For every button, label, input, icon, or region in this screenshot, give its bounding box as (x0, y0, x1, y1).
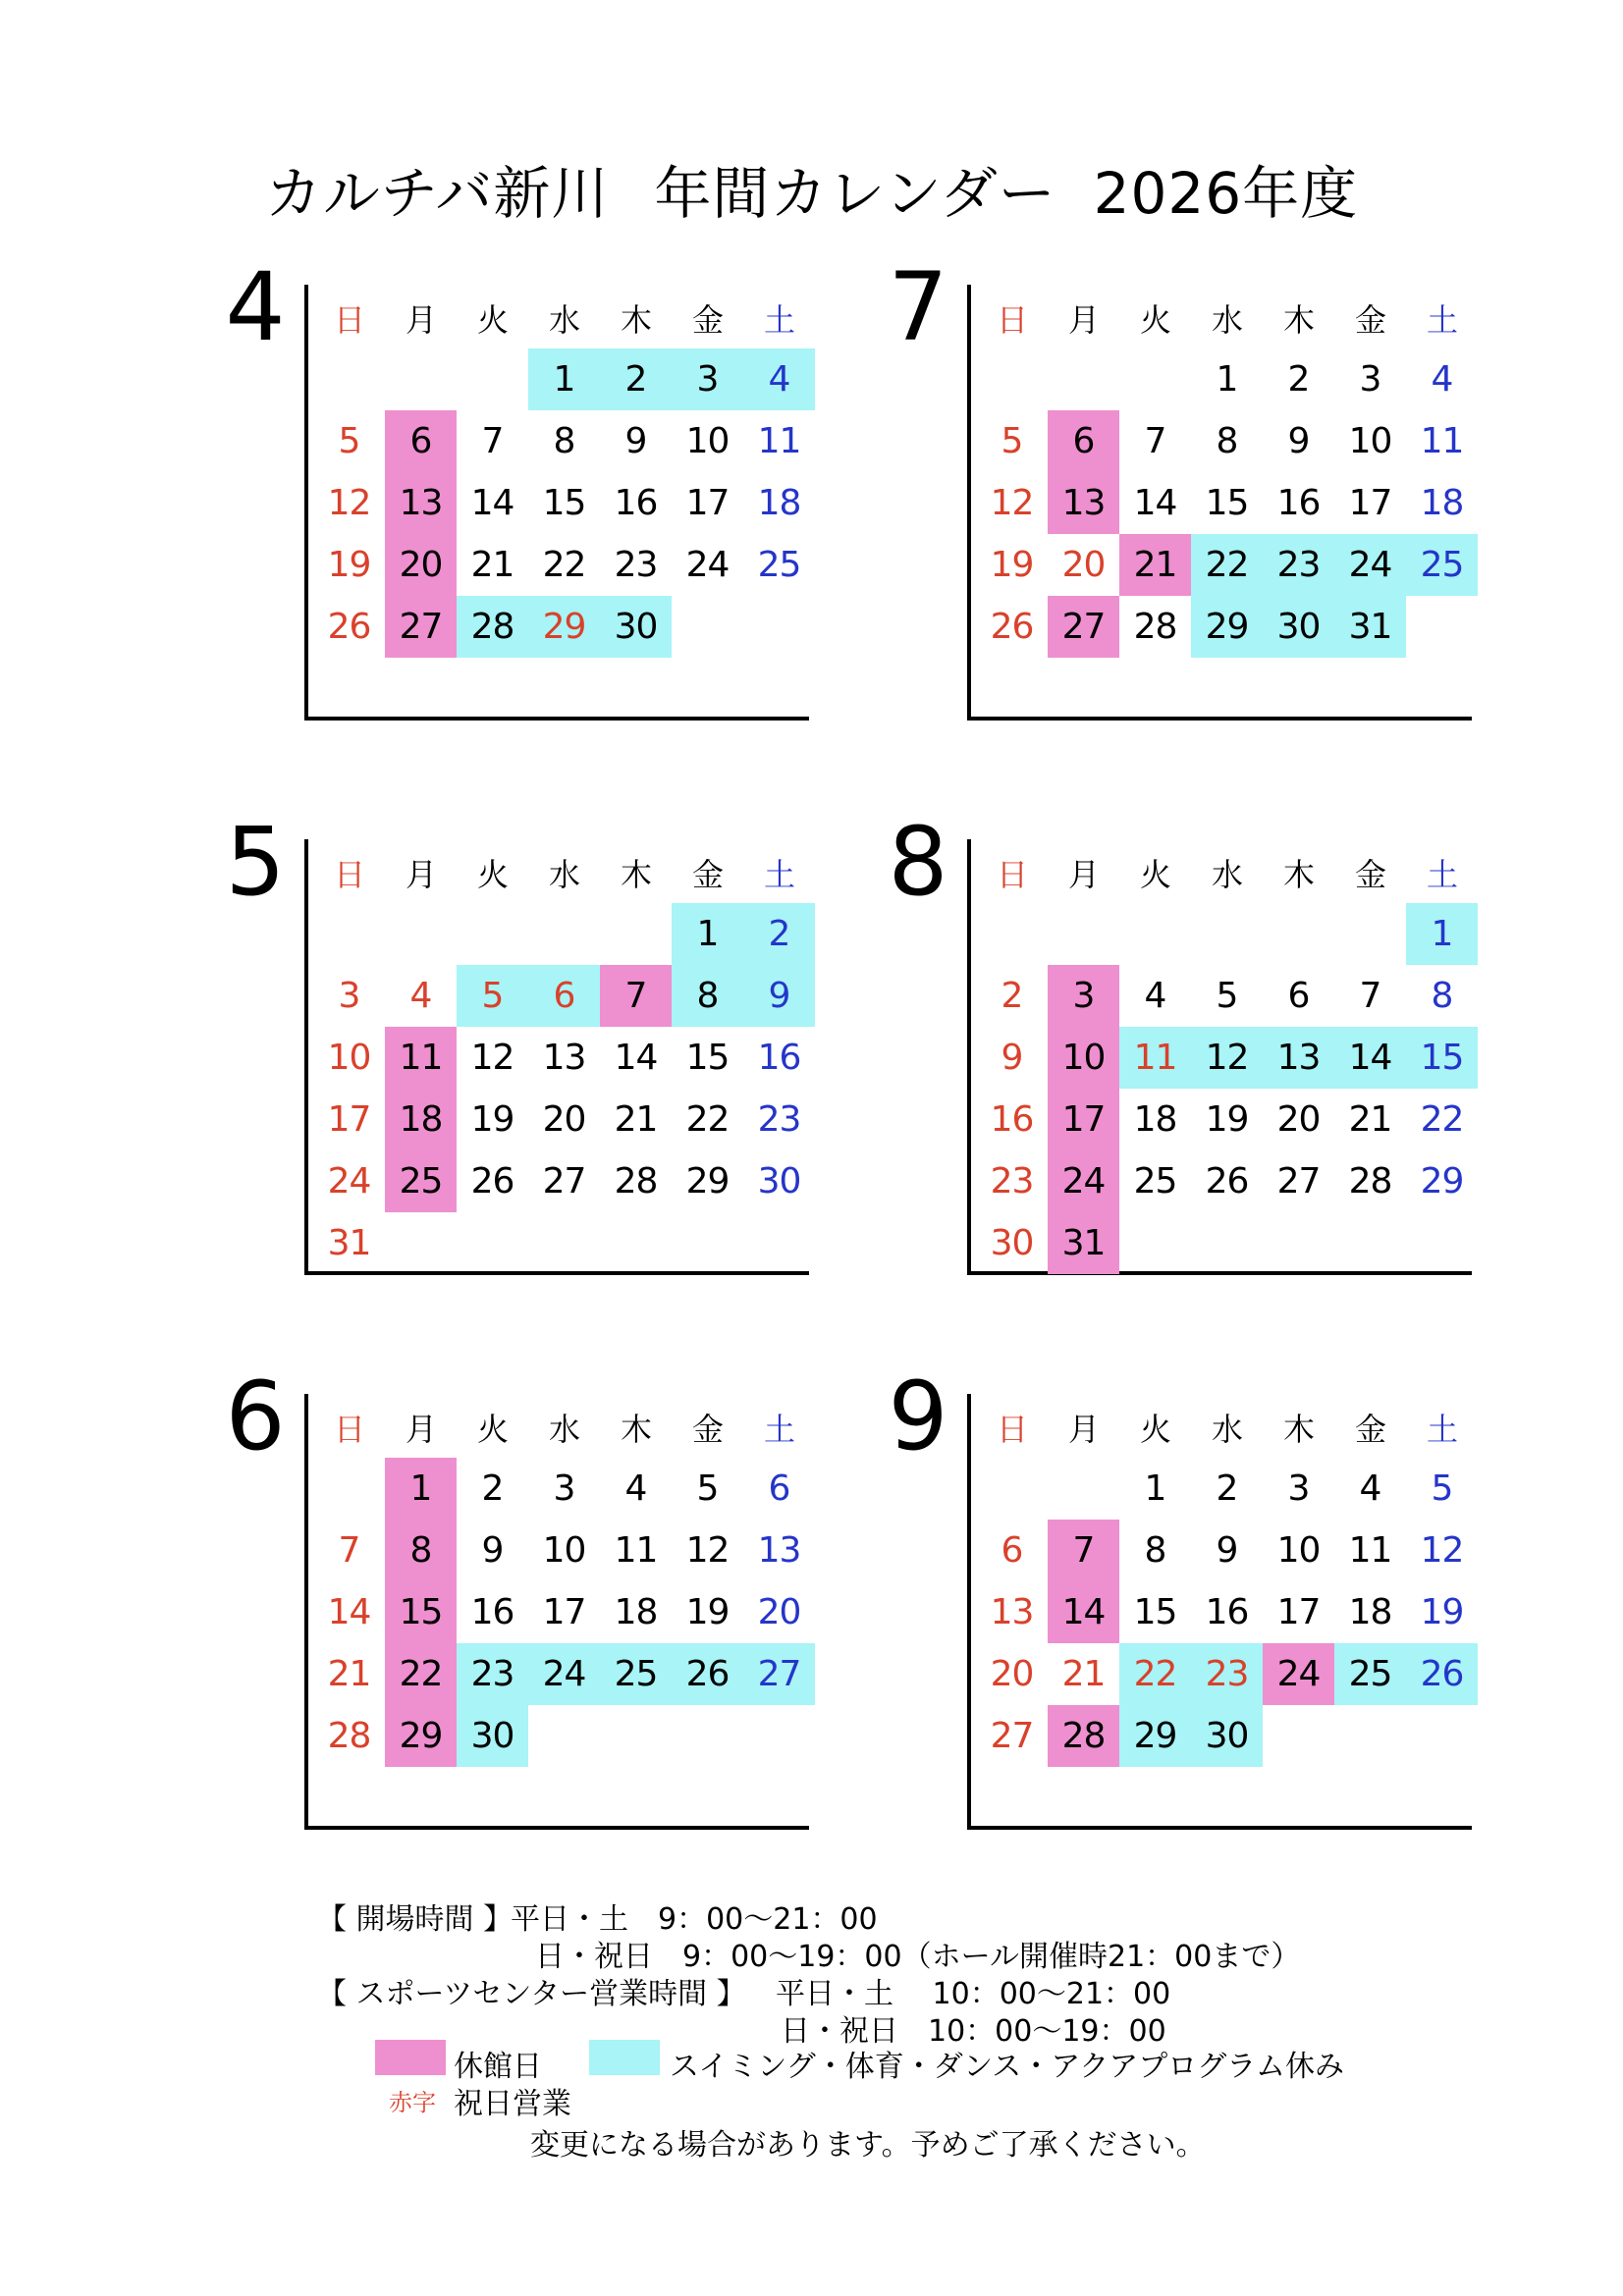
day-cell: 7 (1144, 421, 1166, 461)
day-cell: 25 (1334, 1643, 1406, 1705)
day-cell: 30 (457, 1705, 528, 1767)
holiday-open-legend: 祝日営業 (454, 2087, 571, 2121)
day-cell: 17 (1276, 1592, 1321, 1632)
day-cell: 31 (327, 1223, 371, 1263)
day-cell: 26 (672, 1643, 743, 1705)
red-text-marker: 赤字 (389, 2089, 436, 2116)
day-cell: 20 (1276, 1099, 1321, 1140)
day-cell: 18 (614, 1592, 658, 1632)
weekday-header: 水 (548, 855, 579, 893)
empty-cell (1191, 903, 1263, 965)
day-cell: 17 (1348, 483, 1392, 523)
program-off-legend: スイミング・体育・ダンス・アクアプログラム休み (670, 2050, 1344, 2084)
month-number: 4 (225, 252, 286, 362)
day-cell: 11 (757, 421, 801, 461)
opening-hours-holiday: 日・祝日 9：00～19：00（ホール開催時21：00まで） (535, 1940, 1301, 1974)
day-cell: 11 (1119, 1027, 1191, 1089)
empty-cell (313, 1458, 385, 1520)
day-cell: 3 (338, 976, 360, 1016)
day-cell: 3 (1359, 359, 1381, 400)
day-cell: 24 (1263, 1643, 1334, 1705)
day-cell: 24 (327, 1161, 371, 1201)
day-cell: 3 (1048, 965, 1119, 1027)
month-number: 8 (888, 807, 948, 917)
day-cell: 18 (385, 1089, 457, 1150)
day-cell: 9 (1216, 1530, 1238, 1571)
day-cell: 4 (1431, 359, 1453, 400)
empty-cell (976, 903, 1048, 965)
day-cell: 8 (672, 965, 743, 1027)
empty-cell (313, 348, 385, 410)
day-cell: 24 (528, 1643, 600, 1705)
day-cell: 28 (1048, 1705, 1119, 1767)
day-cell: 8 (553, 421, 575, 461)
day-cell: 12 (327, 483, 371, 523)
day-cell: 19 (685, 1592, 730, 1632)
month-calendar (225, 252, 854, 726)
day-cell: 21 (1119, 534, 1191, 596)
empty-cell (976, 348, 1048, 410)
empty-cell (600, 903, 672, 965)
day-cell: 27 (743, 1643, 815, 1705)
day-cell: 16 (757, 1038, 801, 1078)
day-cell: 7 (1048, 1520, 1119, 1581)
day-cell: 30 (1263, 596, 1334, 658)
day-cell: 6 (1001, 1530, 1023, 1571)
day-cell: 2 (481, 1468, 504, 1509)
day-cell: 23 (1191, 1643, 1263, 1705)
day-cell: 20 (385, 534, 457, 596)
day-cell: 23 (457, 1643, 528, 1705)
day-cell: 23 (1263, 534, 1334, 596)
day-cell: 31 (1334, 596, 1406, 658)
day-cell: 21 (327, 1654, 371, 1694)
day-cell: 20 (757, 1592, 801, 1632)
day-cell: 5 (1216, 976, 1238, 1016)
day-cell: 15 (1406, 1027, 1478, 1089)
month-calendar (888, 807, 1517, 1281)
day-cell: 7 (481, 421, 504, 461)
day-cell: 28 (1348, 1161, 1392, 1201)
day-cell: 28 (614, 1161, 658, 1201)
month-calendar (225, 1362, 854, 1836)
day-cell: 26 (1205, 1161, 1249, 1201)
month-grid (976, 841, 1478, 1274)
day-cell: 4 (624, 1468, 647, 1509)
month-calendar (888, 1362, 1517, 1836)
day-cell: 28 (1133, 607, 1177, 647)
day-cell: 29 (528, 596, 600, 658)
day-cell: 1 (385, 1458, 457, 1520)
day-cell: 10 (327, 1038, 371, 1078)
day-cell: 6 (385, 410, 457, 472)
weekday-header: 土 (763, 300, 794, 339)
day-cell: 14 (327, 1592, 371, 1632)
weekday-header: 火 (476, 855, 508, 893)
weekday-header: 火 (476, 1410, 508, 1448)
day-cell: 19 (1420, 1592, 1464, 1632)
day-cell: 11 (1348, 1530, 1392, 1571)
opening-hours-label: 【 開場時間 】 (317, 1902, 514, 1937)
day-cell: 24 (1048, 1150, 1119, 1212)
day-cell: 17 (1048, 1089, 1119, 1150)
day-cell: 6 (1287, 976, 1310, 1016)
day-cell: 29 (385, 1705, 457, 1767)
day-cell: 12 (1191, 1027, 1263, 1089)
day-cell: 8 (385, 1520, 457, 1581)
day-cell: 9 (624, 421, 647, 461)
day-cell: 21 (1348, 1099, 1392, 1140)
weekday-header: 日 (333, 1410, 364, 1448)
day-cell: 2 (1287, 359, 1310, 400)
weekday-header: 日 (333, 300, 364, 339)
day-cell: 5 (696, 1468, 719, 1509)
weekday-header: 日 (996, 855, 1027, 893)
weekday-header: 日 (333, 855, 364, 893)
day-cell: 5 (338, 421, 360, 461)
weekday-header: 金 (1354, 855, 1385, 893)
day-cell: 22 (1119, 1643, 1191, 1705)
weekday-header: 月 (405, 855, 436, 893)
notice-text: 変更になる場合があります。予めご了承ください。 (530, 2128, 1206, 2163)
day-cell: 15 (1133, 1592, 1177, 1632)
day-cell: 17 (327, 1099, 371, 1140)
weekday-header: 日 (996, 1410, 1027, 1448)
day-cell: 10 (1276, 1530, 1321, 1571)
month-number: 6 (225, 1362, 286, 1471)
day-cell: 20 (990, 1654, 1034, 1694)
day-cell: 12 (990, 483, 1034, 523)
day-cell: 7 (600, 965, 672, 1027)
day-cell: 3 (672, 348, 743, 410)
closed-day-legend: 休館日 (454, 2050, 542, 2084)
weekday-header: 月 (405, 1410, 436, 1448)
title-calendar: 年間カレンダー (654, 160, 1056, 227)
day-cell: 21 (1061, 1654, 1106, 1694)
day-cell: 15 (542, 483, 586, 523)
day-cell: 15 (1205, 483, 1249, 523)
day-cell: 18 (1133, 1099, 1177, 1140)
day-cell: 1 (1216, 359, 1238, 400)
day-cell: 7 (1359, 976, 1381, 1016)
day-cell: 20 (542, 1099, 586, 1140)
day-cell: 13 (1263, 1027, 1334, 1089)
month-number: 7 (888, 252, 948, 362)
day-cell: 18 (1348, 1592, 1392, 1632)
weekday-header: 水 (548, 1410, 579, 1448)
day-cell: 5 (457, 965, 528, 1027)
weekday-header: 木 (620, 855, 651, 893)
empty-cell (385, 348, 457, 410)
day-cell: 13 (385, 472, 457, 534)
day-cell: 16 (470, 1592, 514, 1632)
day-cell: 28 (457, 596, 528, 658)
day-cell: 4 (1359, 1468, 1381, 1509)
day-cell: 5 (1001, 421, 1023, 461)
day-cell: 29 (1119, 1705, 1191, 1767)
empty-cell (1119, 903, 1191, 965)
day-cell: 22 (1420, 1099, 1464, 1140)
day-cell: 7 (338, 1530, 360, 1571)
day-cell: 9 (1287, 421, 1310, 461)
day-cell: 30 (990, 1223, 1034, 1263)
day-cell: 14 (1048, 1581, 1119, 1643)
day-cell: 8 (1431, 976, 1453, 1016)
day-cell: 14 (1133, 483, 1177, 523)
day-cell: 1 (1144, 1468, 1166, 1509)
day-cell: 11 (385, 1027, 457, 1089)
day-cell: 26 (990, 607, 1034, 647)
weekday-header: 土 (1426, 1410, 1457, 1448)
weekday-header: 月 (405, 300, 436, 339)
day-cell: 1 (528, 348, 600, 410)
weekday-header: 金 (1354, 1410, 1385, 1448)
weekday-header: 日 (996, 300, 1027, 339)
weekday-header: 木 (620, 1410, 651, 1448)
weekday-header: 土 (1426, 855, 1457, 893)
day-cell: 30 (600, 596, 672, 658)
day-cell: 6 (528, 965, 600, 1027)
day-cell: 11 (1420, 421, 1464, 461)
day-cell: 5 (1431, 1468, 1453, 1509)
day-cell: 19 (327, 545, 371, 585)
empty-cell (457, 903, 528, 965)
day-cell: 28 (327, 1716, 371, 1756)
day-cell: 23 (757, 1099, 801, 1140)
day-cell: 15 (385, 1581, 457, 1643)
empty-cell (1048, 348, 1119, 410)
day-cell: 8 (1144, 1530, 1166, 1571)
weekday-header: 水 (548, 300, 579, 339)
opening-hours-weekday: 平日・土 9：00～21：00 (511, 1902, 878, 1937)
day-cell: 20 (1061, 545, 1106, 585)
day-cell: 6 (768, 1468, 790, 1509)
empty-cell (976, 1458, 1048, 1520)
month-grid (313, 841, 815, 1274)
sports-hours-weekday: 平日・土 10：00～21：00 (776, 1977, 1171, 2011)
weekday-header: 木 (1282, 855, 1314, 893)
day-cell: 30 (1191, 1705, 1263, 1767)
weekday-header: 火 (1139, 855, 1170, 893)
day-cell: 6 (1048, 410, 1119, 472)
page-title (0, 147, 1623, 230)
title-facility: カルチバ新川 (264, 160, 610, 227)
day-cell: 9 (481, 1530, 504, 1571)
weekday-header: 火 (1139, 1410, 1170, 1448)
day-cell: 13 (990, 1592, 1034, 1632)
weekday-header: 土 (763, 855, 794, 893)
day-cell: 10 (542, 1530, 586, 1571)
weekday-header: 金 (691, 855, 723, 893)
weekday-header: 木 (620, 300, 651, 339)
day-cell: 22 (685, 1099, 730, 1140)
day-cell: 4 (743, 348, 815, 410)
day-cell: 13 (1048, 472, 1119, 534)
day-cell: 25 (1133, 1161, 1177, 1201)
day-cell: 21 (470, 545, 514, 585)
day-cell: 17 (685, 483, 730, 523)
weekday-header: 月 (1067, 855, 1099, 893)
month-number: 9 (888, 1362, 948, 1471)
day-cell: 25 (1406, 534, 1478, 596)
day-cell: 19 (470, 1099, 514, 1140)
weekday-header: 水 (1211, 300, 1242, 339)
day-cell: 27 (542, 1161, 586, 1201)
day-cell: 16 (990, 1099, 1034, 1140)
day-cell: 1 (1406, 903, 1478, 965)
day-cell: 2 (600, 348, 672, 410)
month-grid (313, 1396, 815, 1767)
weekday-header: 金 (691, 1410, 723, 1448)
month-grid (976, 287, 1478, 658)
day-cell: 23 (614, 545, 658, 585)
day-cell: 26 (327, 607, 371, 647)
weekday-header: 土 (763, 1410, 794, 1448)
day-cell: 29 (685, 1161, 730, 1201)
day-cell: 18 (1420, 483, 1464, 523)
day-cell: 2 (743, 903, 815, 965)
day-cell: 2 (1216, 1468, 1238, 1509)
weekday-header: 金 (691, 300, 723, 339)
day-cell: 25 (757, 545, 801, 585)
day-cell: 27 (1048, 596, 1119, 658)
weekday-header: 木 (1282, 300, 1314, 339)
day-cell: 14 (614, 1038, 658, 1078)
day-cell: 1 (672, 903, 743, 965)
day-cell: 17 (542, 1592, 586, 1632)
day-cell: 12 (470, 1038, 514, 1078)
weekday-header: 火 (476, 300, 508, 339)
day-cell: 25 (600, 1643, 672, 1705)
closed-day-swatch (375, 2040, 446, 2075)
day-cell: 3 (1287, 1468, 1310, 1509)
day-cell: 30 (757, 1161, 801, 1201)
weekday-header: 水 (1211, 1410, 1242, 1448)
month-grid (313, 287, 815, 658)
day-cell: 4 (409, 976, 432, 1016)
day-cell: 16 (1205, 1592, 1249, 1632)
sports-hours-holiday: 日・祝日 10：00～19：00 (781, 2014, 1166, 2049)
day-cell: 24 (685, 545, 730, 585)
day-cell: 4 (1144, 976, 1166, 1016)
empty-cell (385, 903, 457, 965)
weekday-header: 土 (1426, 300, 1457, 339)
day-cell: 8 (1216, 421, 1238, 461)
month-calendar (888, 252, 1517, 726)
day-cell: 21 (614, 1099, 658, 1140)
day-cell: 19 (990, 545, 1034, 585)
weekday-header: 火 (1139, 300, 1170, 339)
day-cell: 13 (542, 1038, 586, 1078)
day-cell: 9 (743, 965, 815, 1027)
day-cell: 25 (385, 1150, 457, 1212)
weekday-header: 月 (1067, 1410, 1099, 1448)
weekday-header: 月 (1067, 300, 1099, 339)
day-cell: 3 (553, 1468, 575, 1509)
empty-cell (1263, 903, 1334, 965)
sports-hours-label: 【 スポーツセンター営業時間 】 (317, 1977, 746, 2011)
day-cell: 19 (1205, 1099, 1249, 1140)
day-cell: 15 (685, 1038, 730, 1078)
day-cell: 27 (385, 596, 457, 658)
day-cell: 22 (1191, 534, 1263, 596)
day-cell: 10 (1348, 421, 1392, 461)
day-cell: 29 (1191, 596, 1263, 658)
day-cell: 27 (990, 1716, 1034, 1756)
day-cell: 22 (385, 1643, 457, 1705)
day-cell: 13 (757, 1530, 801, 1571)
empty-cell (1048, 1458, 1119, 1520)
day-cell: 27 (1276, 1161, 1321, 1201)
day-cell: 24 (1334, 534, 1406, 596)
day-cell: 12 (1420, 1530, 1464, 1571)
day-cell: 14 (1334, 1027, 1406, 1089)
month-number: 5 (225, 807, 286, 917)
weekday-header: 金 (1354, 300, 1385, 339)
day-cell: 9 (1001, 1038, 1023, 1078)
day-cell: 14 (470, 483, 514, 523)
day-cell: 31 (1048, 1212, 1119, 1274)
empty-cell (1334, 903, 1406, 965)
weekday-header: 水 (1211, 855, 1242, 893)
day-cell: 18 (757, 483, 801, 523)
day-cell: 16 (614, 483, 658, 523)
empty-cell (1048, 903, 1119, 965)
day-cell: 22 (542, 545, 586, 585)
month-grid (976, 1396, 1478, 1767)
empty-cell (457, 348, 528, 410)
program-off-swatch (589, 2040, 660, 2075)
day-cell: 11 (614, 1530, 658, 1571)
empty-cell (1119, 348, 1191, 410)
day-cell: 23 (990, 1161, 1034, 1201)
day-cell: 10 (1048, 1027, 1119, 1089)
month-calendar (225, 807, 854, 1281)
day-cell: 26 (470, 1161, 514, 1201)
title-year: 2026年度 (1093, 160, 1359, 227)
weekday-header: 木 (1282, 1410, 1314, 1448)
empty-cell (313, 903, 385, 965)
day-cell: 2 (1001, 976, 1023, 1016)
day-cell: 10 (685, 421, 730, 461)
day-cell: 16 (1276, 483, 1321, 523)
day-cell: 26 (1406, 1643, 1478, 1705)
day-cell: 12 (685, 1530, 730, 1571)
day-cell: 29 (1420, 1161, 1464, 1201)
empty-cell (528, 903, 600, 965)
